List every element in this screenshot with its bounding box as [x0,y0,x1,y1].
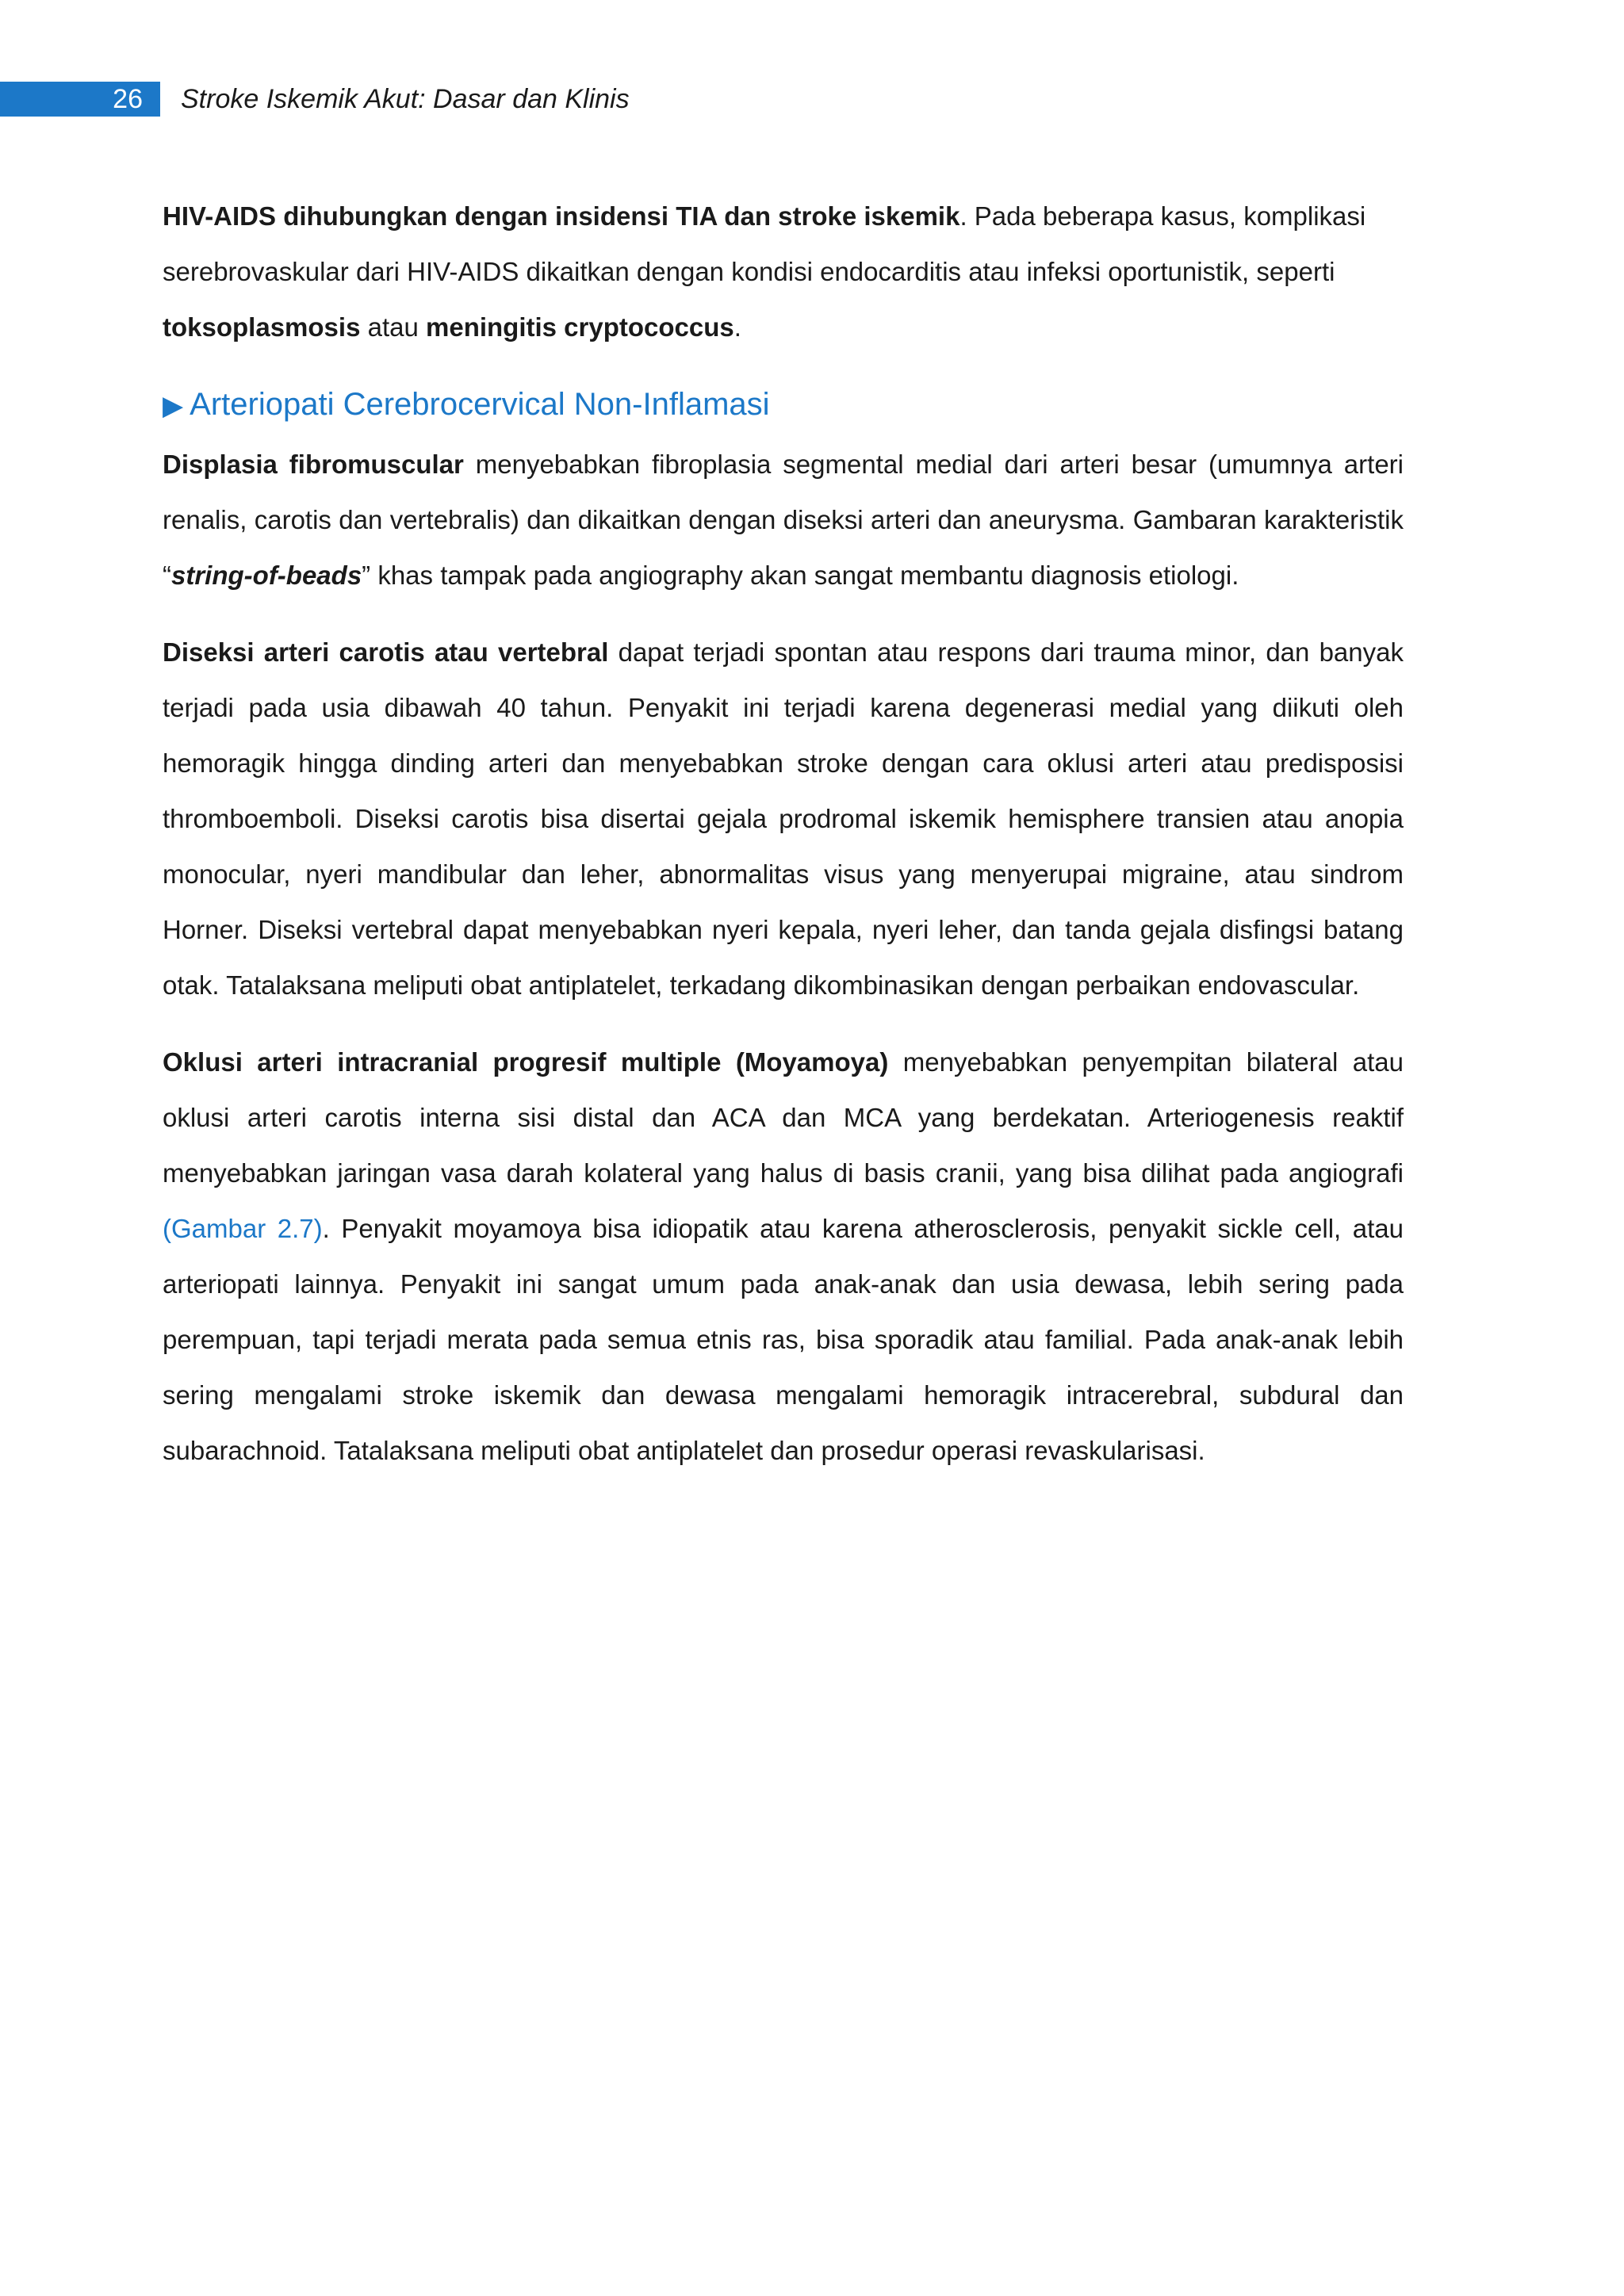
bold-term-displasia: Displasia fibromuscular [163,450,464,479]
bold-phrase: HIV-AIDS dihubungkan dengan insidensi TIA dan stroke iskemik [163,201,960,231]
paragraph-displasia [163,437,1404,603]
bold-term-toksoplasmosis: toksoplasmosis [163,312,361,342]
section-heading [163,377,1404,434]
section-title: Arteriopati Cerebrocervical Non-Inflamasi [190,387,770,422]
body-text: atau [360,312,426,342]
bold-term-meningitis: meningitis cryptococcus [426,312,734,342]
body-text: ” khas tampak pada angiography akan sangat membantu diagnosis etiologi. [362,561,1239,590]
bold-term-moyamoya: Oklusi arteri intracranial progresif multiple (Moyamoya) [163,1047,889,1077]
body-text: menyebabkan penyempitan bilateral atau oklusi arteri carotis interna sisi distal dan ACA dan MCA yang berdekatan. Arteriogenesis reaktif menyebabkan jaringan vasa darah kolateral yang halus di basis cranii, yang bisa dilihat pada angiografi [163,1047,1404,1188]
body-text: dapat terjadi spontan atau respons dari trauma minor, dan banyak terjadi pada usia dibawah 40 tahun. Penyakit ini terjadi karena degenerasi medial yang diikuti oleh hemoragik hingga dinding arteri dan menyebabkan stroke dengan cara oklusi arteri atau predisposisi thromboemboli. Diseksi carotis bisa disertai gejala prodromal iskemik hemisphere transien atau anopia monocular, nyeri mandibular dan leher, abnormalitas visus yang menyerupai migraine, atau sindrom Horner. Diseksi vertebral dapat menyebabkan nyeri kepala, nyeri leher, dan tanda gejala disfingsi batang otak. Tatalaksana meliputi obat antiplatelet, terkadang dikombinasikan dengan perbaikan endovascular. [163,637,1404,1000]
page-number: 26 [113,84,143,114]
bold-italic-term: string-of-beads [171,561,362,590]
running-title: Stroke Iskemik Akut: Dasar dan Klinis [181,84,630,114]
body-text: . Pada beberapa kasus, komplikasi serebrovaskular dari HIV-AIDS dikaitkan dengan kondisi endocarditis atau infeksi oportunistik, seperti [163,201,1366,286]
body-text: . [733,312,741,342]
play-triangle-icon: ▶ [163,391,184,421]
paragraph-hiv-aids [163,189,1404,355]
paragraph-moyamoya [163,1035,1404,1479]
bold-term-diseksi: Diseksi arteri carotis atau vertebral [163,637,609,667]
body-text: menyebabkan fibroplasia segmental medial dari arteri besar (umumnya arteri renalis, carotis dan vertebralis) dan dikaitkan dengan diseksi arteri dan aneurysma. Gambaran karakteristik “ [163,450,1404,590]
paragraph-diseksi [163,625,1404,1013]
page-body [163,189,1404,1500]
figure-reference-link[interactable]: (Gambar 2.7) [163,1214,323,1243]
body-text: . Penyakit moyamoya bisa idiopatik atau karena atherosclerosis, penyakit sickle cell, atau arteriopati lainnya. Penyakit ini sangat umum pada anak-anak dan usia dewasa, lebih sering pada perempuan, tapi terjadi merata pada semua etnis ras, bisa sporadik atau familial. Pada anak-anak lebih sering mengalami stroke iskemik dan dewasa mengalami hemoragik intracerebral, subdural dan subarachnoid. Tatalaksana meliputi obat antiplatelet dan prosedur operasi revaskularisasi. [163,1214,1404,1465]
